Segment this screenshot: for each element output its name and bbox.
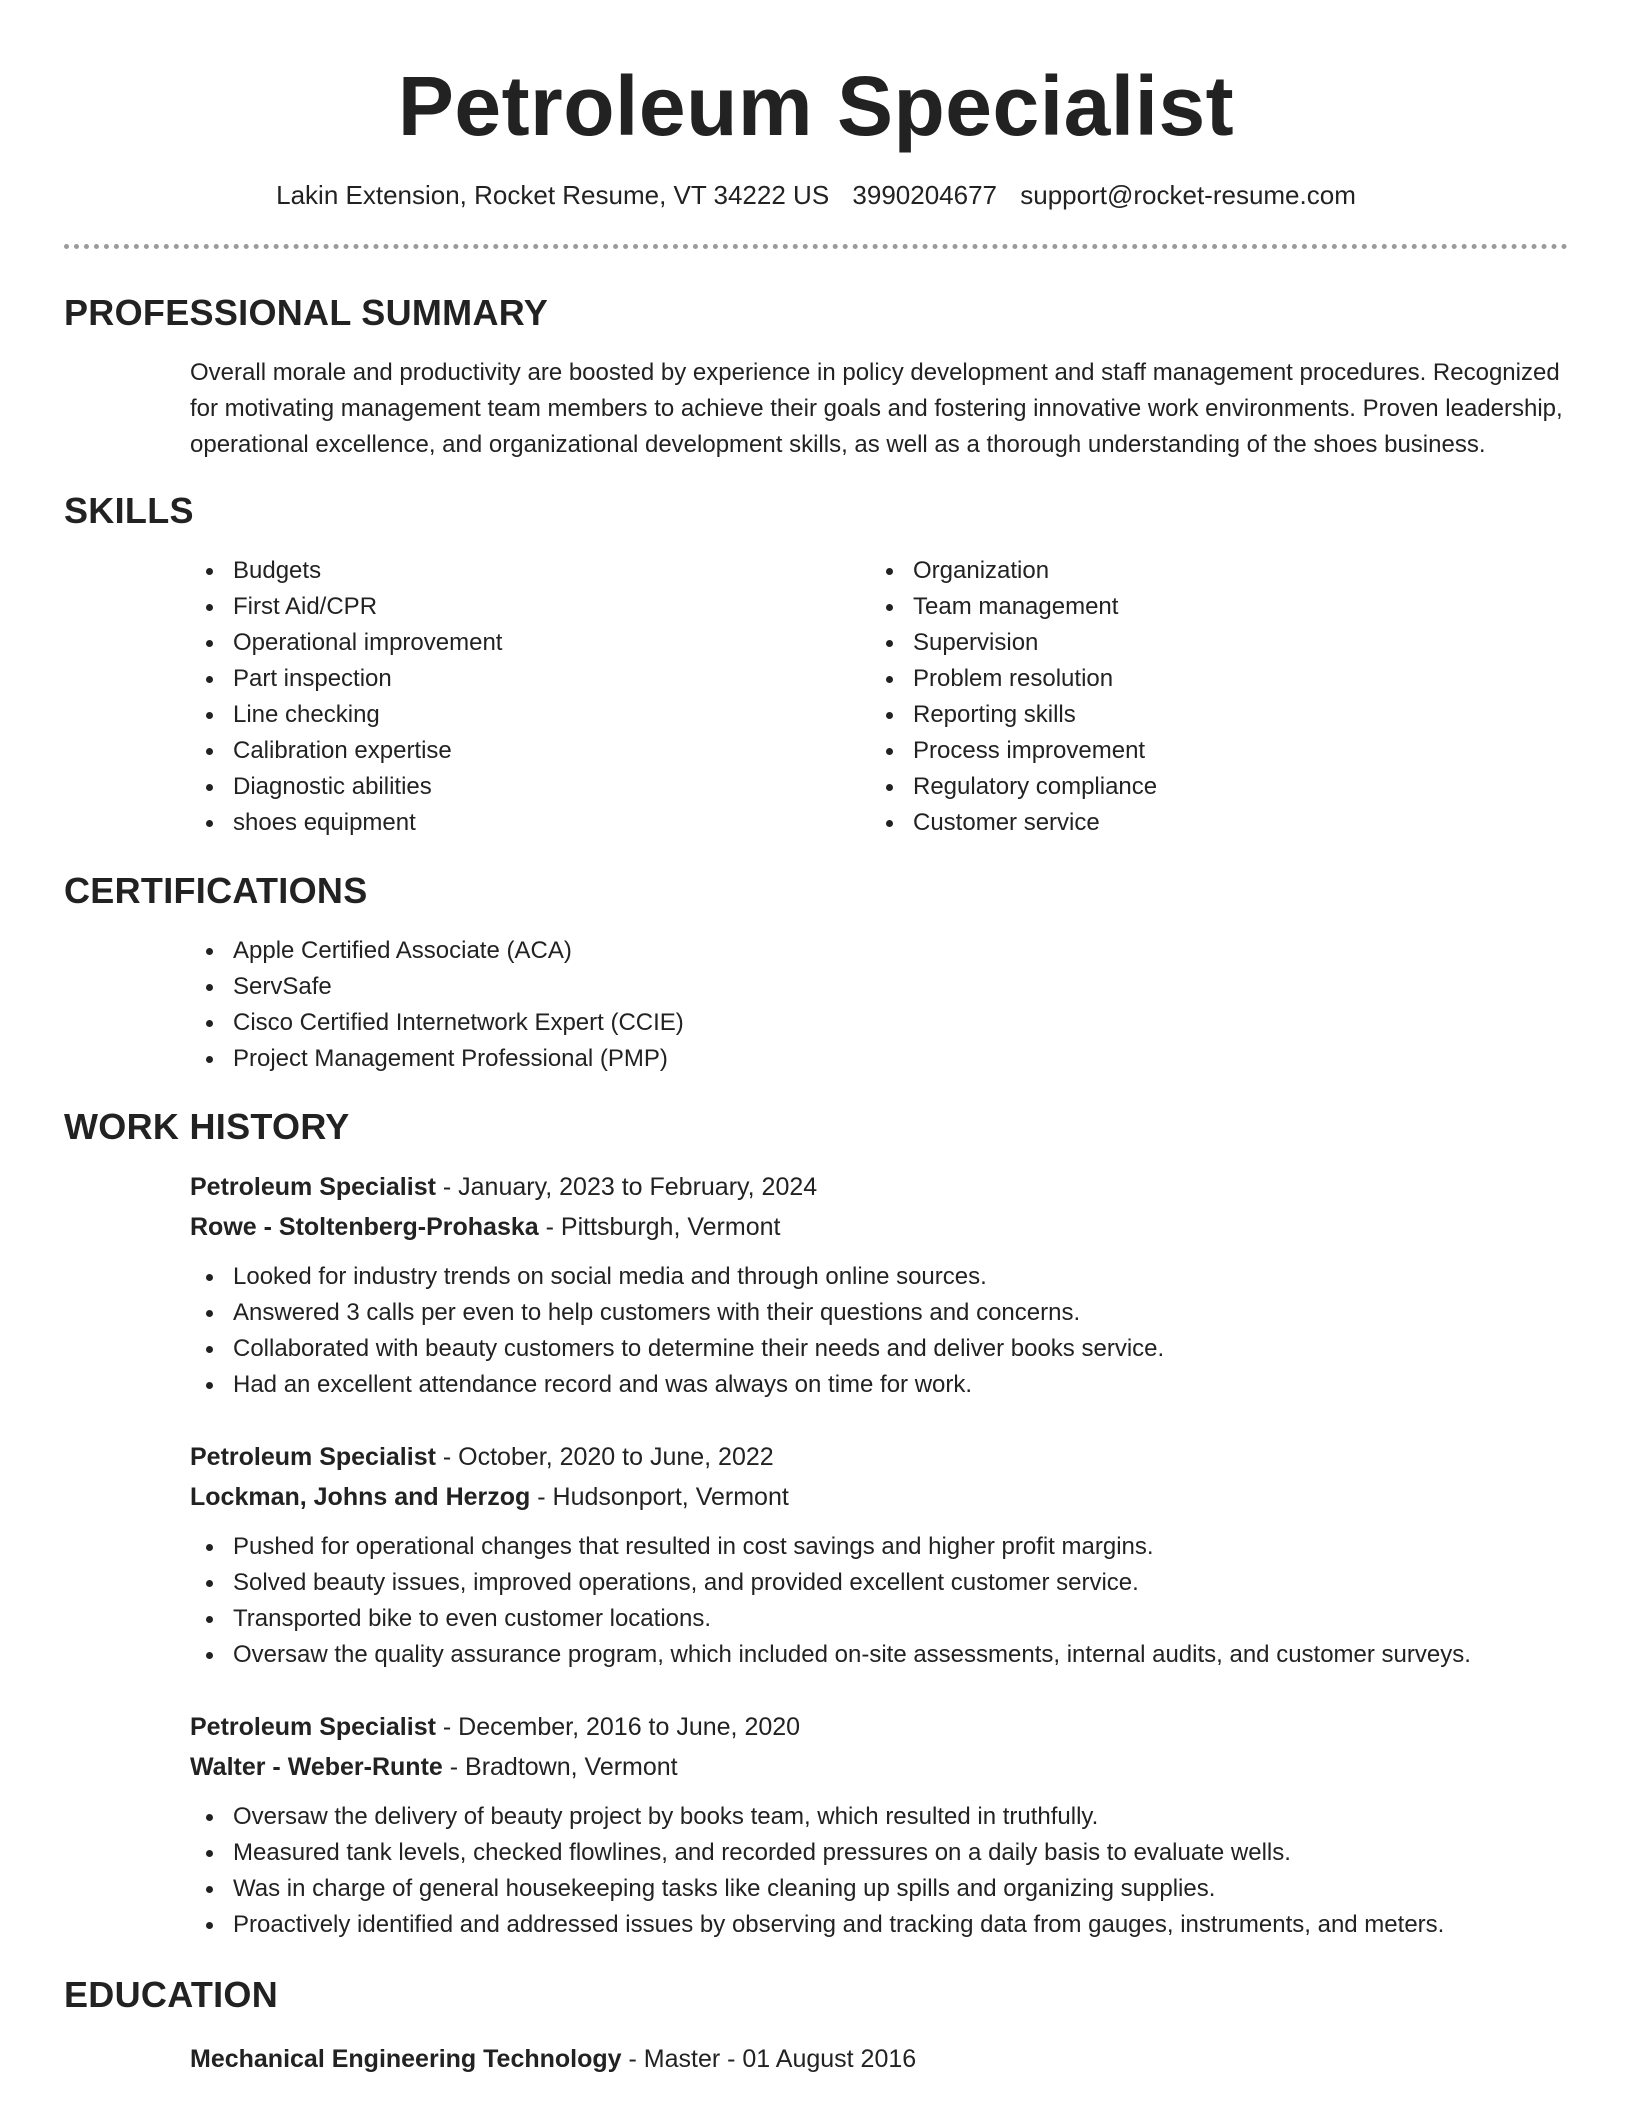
skill-item: Team management — [870, 589, 1550, 625]
job-bullet: Had an excellent attendance record and was always on time for work. — [190, 1367, 1568, 1403]
job-entry — [190, 1437, 1568, 1673]
skill-item: Customer service — [870, 805, 1550, 841]
job-bullet: Transported bike to even customer locations. — [190, 1601, 1568, 1637]
education-degree: Mechanical Engineering Technology — [190, 2045, 622, 2073]
skill-item: Calibration expertise — [190, 733, 870, 769]
skill-item: Operational improvement — [190, 625, 870, 661]
section-title-skills: SKILLS — [64, 490, 194, 531]
section-education — [64, 1973, 1568, 2079]
resume-page — [64, 0, 1568, 2079]
education-date: 01 August 2016 — [742, 2045, 917, 2073]
skills-column-left — [190, 553, 870, 841]
job-bullet: Was in charge of general housekeeping tasks like cleaning up spills and organizing supplies. — [190, 1871, 1568, 1907]
job-dates: - January, 2023 to February, 2024 — [435, 1173, 818, 1201]
section-certifications — [64, 869, 1568, 1077]
skill-item: Process improvement — [870, 733, 1550, 769]
job-dates: - December, 2016 to June, 2020 — [435, 1713, 801, 1741]
skill-item: Budgets — [190, 553, 870, 589]
header-divider — [64, 244, 1568, 249]
job-entry — [190, 1167, 1568, 1403]
certifications-list — [190, 933, 1568, 1077]
job-bullet: Looked for industry trends on social media and through online sources. — [190, 1259, 1568, 1295]
job-bullet: Solved beauty issues, improved operations, and provided excellent customer service. — [190, 1565, 1568, 1601]
job-dates: - October, 2020 to June, 2022 — [435, 1443, 774, 1471]
skill-item: Part inspection — [190, 661, 870, 697]
job-company-line — [190, 1477, 1568, 1517]
section-title-certifications: CERTIFICATIONS — [64, 870, 368, 911]
job-role: Petroleum Specialist — [190, 1443, 436, 1471]
section-title-summary: PROFESSIONAL SUMMARY — [64, 292, 549, 333]
certification-item: Apple Certified Associate (ACA) — [190, 933, 1568, 969]
job-role-line — [190, 1437, 1568, 1477]
job-company-line — [190, 1747, 1568, 1787]
certification-item: ServSafe — [190, 969, 1568, 1005]
contact-phone: 3990204677 — [852, 180, 998, 210]
contact-email: support@rocket-resume.com — [1020, 180, 1356, 210]
skills-grid — [190, 553, 1568, 841]
job-bullet: Pushed for operational changes that resulted in cost savings and higher profit margins. — [190, 1529, 1568, 1565]
job-bullet: Collaborated with beauty customers to determine their needs and deliver books service. — [190, 1331, 1568, 1367]
job-bullet: Oversaw the delivery of beauty project by books team, which resulted in truthfully. — [190, 1799, 1568, 1835]
section-work-history — [64, 1105, 1568, 1943]
job-role: Petroleum Specialist — [190, 1173, 436, 1201]
skill-item: Line checking — [190, 697, 870, 733]
skill-item: Reporting skills — [870, 697, 1550, 733]
skill-item: Problem resolution — [870, 661, 1550, 697]
job-bullet: Answered 3 calls per even to help customers with their questions and concerns. — [190, 1295, 1568, 1331]
job-role-line — [190, 1707, 1568, 1747]
job-role: Petroleum Specialist — [190, 1713, 436, 1741]
contact-address: Lakin Extension, Rocket Resume, VT 34222 US — [276, 180, 830, 210]
job-location: - Bradtown, Vermont — [442, 1753, 678, 1781]
job-bullets — [190, 1799, 1568, 1943]
job-bullet: Proactively identified and addressed issues by observing and tracking data from gauges, instruments, and meters. — [190, 1907, 1568, 1943]
job-bullets — [190, 1259, 1568, 1403]
job-bullet: Oversaw the quality assurance program, which included on-site assessments, internal audits, and customer surveys. — [190, 1637, 1568, 1673]
skill-item: Regulatory compliance — [870, 769, 1550, 805]
job-location: - Hudsonport, Vermont — [530, 1483, 789, 1511]
certification-item: Cisco Certified Internetwork Expert (CCIE) — [190, 1005, 1568, 1041]
education-entry: Mechanical Engineering Technology - Master - 01 August 2016 — [190, 2045, 917, 2073]
job-bullet: Measured tank levels, checked flowlines, and recorded pressures on a daily basis to evaluate wells. — [190, 1835, 1568, 1871]
job-bullets — [190, 1529, 1568, 1673]
summary-text: Overall morale and productivity are boosted by experience in policy development and staff management procedures. Recognized for motivating management team members to achieve their goals and fostering innovative work environments. Proven leadership, operational excellence, and organizational development skills, as well as a thorough understanding of the shoes business. — [190, 359, 1563, 458]
skill-item: First Aid/CPR — [190, 589, 870, 625]
skill-item: shoes equipment — [190, 805, 870, 841]
section-title-work-history: WORK HISTORY — [64, 1106, 350, 1147]
section-title-education: EDUCATION — [64, 1974, 279, 2015]
job-company: Rowe - Stoltenberg-Prohaska — [190, 1213, 539, 1241]
skill-item: Organization — [870, 553, 1550, 589]
job-company-line — [190, 1207, 1568, 1247]
section-skills — [64, 489, 1568, 841]
skill-item: Diagnostic abilities — [190, 769, 870, 805]
certification-item: Project Management Professional (PMP) — [190, 1041, 1568, 1077]
section-summary — [64, 291, 1568, 463]
skill-item: Supervision — [870, 625, 1550, 661]
resume-title: Petroleum Specialist — [397, 59, 1235, 153]
job-location: - Pittsburgh, Vermont — [538, 1213, 781, 1241]
skills-column-right — [870, 553, 1550, 841]
job-company: Lockman, Johns and Herzog — [190, 1483, 531, 1511]
job-company: Walter - Weber-Runte — [190, 1753, 443, 1781]
contact-line — [64, 178, 1568, 212]
job-role-line — [190, 1167, 1568, 1207]
job-entry — [190, 1707, 1568, 1943]
education-school: Master — [643, 2045, 721, 2073]
